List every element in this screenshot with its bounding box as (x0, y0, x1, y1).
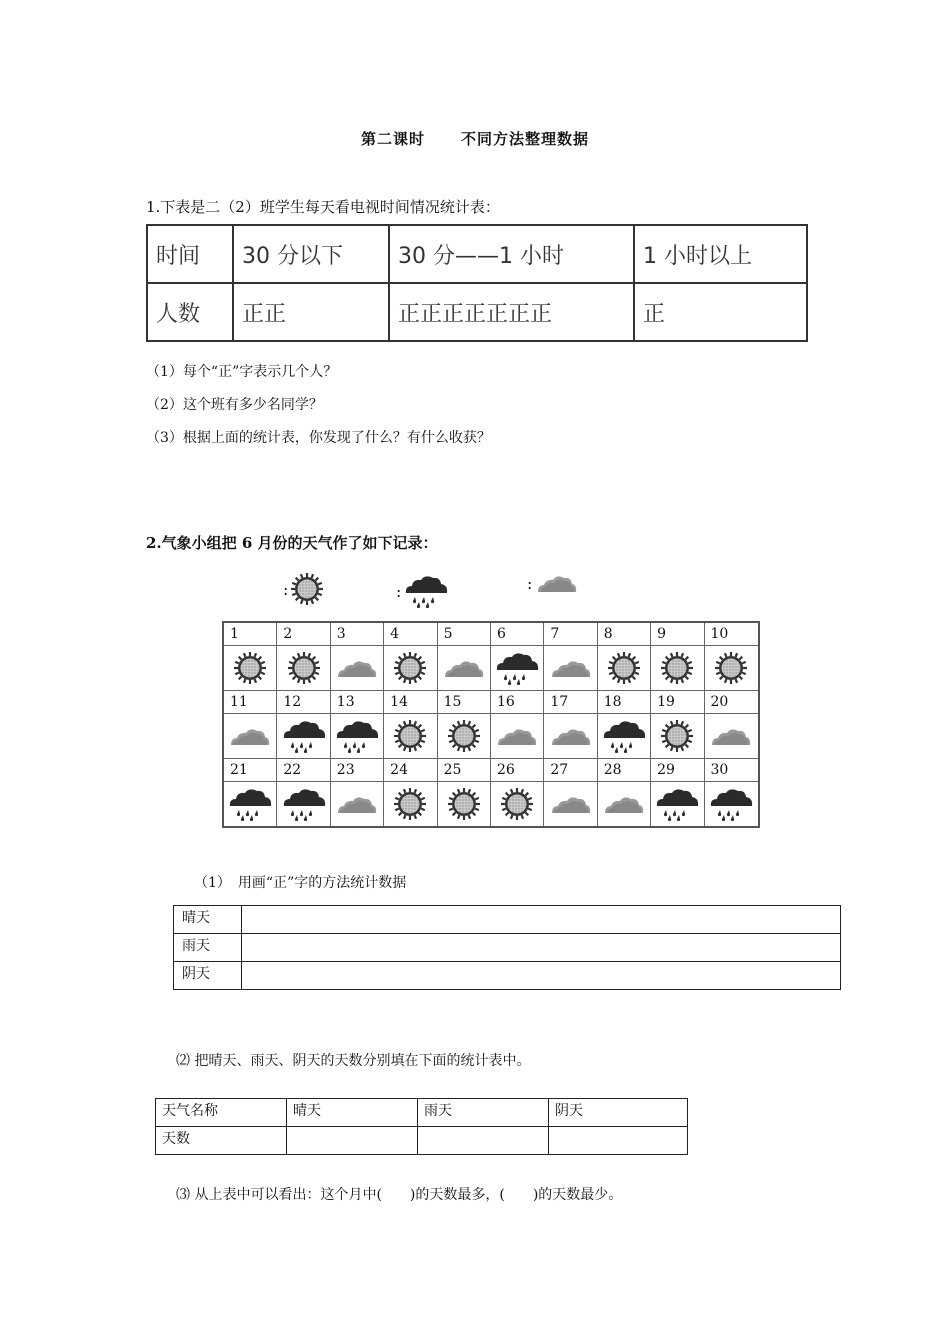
table-row (156, 1127, 688, 1155)
question-2-sub-1: （1） 用画“正”字的方法统计数据 (194, 875, 407, 891)
table-cell: 时间 (147, 225, 233, 283)
calendar-weather-row (224, 646, 758, 691)
rain-cloud-icon (598, 714, 651, 758)
rain-cloud-icon (277, 714, 330, 758)
sun-icon (598, 646, 651, 690)
table-cell: 人数 (147, 283, 233, 341)
calendar-date: 15 (438, 691, 491, 713)
tally-input-cell[interactable] (242, 906, 841, 934)
calendar-date: 5 (438, 623, 491, 645)
cloudy-icon (536, 572, 578, 594)
table-row (156, 1099, 688, 1127)
cloudy-icon (331, 782, 384, 826)
count-input-cell[interactable] (549, 1127, 688, 1155)
sun-icon (224, 646, 277, 690)
rain-cloud-icon (491, 646, 544, 690)
calendar-date: 7 (544, 623, 597, 645)
rain-cloud-icon (224, 782, 277, 826)
calendar-date: 25 (438, 759, 491, 781)
cloudy-icon (438, 646, 491, 690)
calendar-date: 10 (710, 626, 729, 642)
page-title (0, 128, 950, 149)
rain-cloud-icon (331, 714, 384, 758)
count-table (155, 1098, 688, 1155)
calendar-date: 19 (651, 691, 704, 713)
table-cell: 天气名称 (156, 1099, 287, 1127)
legend-mark: : (527, 573, 533, 593)
table-cell: 30 分以下 (233, 225, 389, 283)
table-cell: 正正 (233, 283, 389, 341)
calendar-date: 20 (710, 694, 729, 710)
count-input-cell[interactable] (287, 1127, 418, 1155)
calendar-date: 8 (598, 623, 651, 645)
calendar-date: 30 (710, 762, 729, 778)
question-1-sub-2: （2）这个班有多少名同学？ (146, 397, 323, 413)
sun-icon (705, 646, 758, 690)
table-cell: 正正正正正正正 (389, 283, 634, 341)
question-2-prompt: 2.气象小组把 6 月份的天气作了如下记录： (146, 534, 438, 552)
calendar-date: 18 (598, 691, 651, 713)
table-cell: 阴天 (174, 962, 242, 990)
calendar-date-row (224, 759, 758, 782)
calendar-date: 24 (384, 759, 437, 781)
cloudy-icon (224, 714, 277, 758)
cloudy-icon (544, 782, 597, 826)
table-cell: 雨天 (174, 934, 242, 962)
table-row (147, 225, 807, 283)
tv-time-table (146, 224, 808, 342)
sun-icon (491, 782, 544, 826)
table-cell: 阴天 (549, 1099, 688, 1127)
calendar-date-row (224, 691, 758, 714)
question-1-sub-3: （3）根据上面的统计表，你发现了什么？有什么收获？ (146, 430, 491, 446)
sun-icon (384, 646, 437, 690)
calendar-date: 4 (384, 623, 437, 645)
table-cell: 正 (634, 283, 807, 341)
table-cell: 雨天 (418, 1099, 549, 1127)
cloudy-icon (705, 714, 758, 758)
lesson-topic: 不同方法整理数据 (461, 130, 590, 148)
calendar-date: 21 (224, 759, 277, 781)
table-cell: 30 分——1 小时 (389, 225, 634, 283)
sun-icon (384, 714, 437, 758)
legend-mark: : (396, 581, 402, 601)
table-cell: 晴天 (287, 1099, 418, 1127)
table-row (174, 934, 841, 962)
calendar-date-row (224, 623, 758, 646)
calendar-date: 26 (491, 759, 544, 781)
calendar-weather-row (224, 714, 758, 759)
sun-icon (277, 646, 330, 690)
lesson-number: 第二课时 (360, 130, 425, 148)
calendar-weather-row (224, 782, 758, 826)
calendar-date: 6 (491, 623, 544, 645)
calendar-date: 1 (224, 623, 277, 645)
legend-mark: : (283, 579, 289, 599)
calendar-date: 2 (277, 623, 330, 645)
count-input-cell[interactable] (418, 1127, 549, 1155)
question-1-prompt: 1.下表是二（2）班学生每天看电视时间情况统计表： (146, 198, 500, 216)
calendar-date: 27 (544, 759, 597, 781)
table-row (147, 283, 807, 341)
rain-cloud-icon (277, 782, 330, 826)
sun-icon (438, 782, 491, 826)
rain-cloud-icon (651, 782, 704, 826)
calendar-date: 12 (277, 691, 330, 713)
calendar-date: 13 (331, 691, 384, 713)
rain-cloud-icon (403, 574, 449, 608)
legend-sun (283, 572, 324, 606)
legend-rain (396, 574, 449, 608)
table-row (174, 962, 841, 990)
sun-icon (438, 714, 491, 758)
sun-icon (384, 782, 437, 826)
calendar-date: 28 (598, 759, 651, 781)
tally-input-cell[interactable] (242, 934, 841, 962)
cloudy-icon (331, 646, 384, 690)
table-cell: 天数 (156, 1127, 287, 1155)
calendar-date: 11 (224, 691, 277, 713)
cloudy-icon (544, 646, 597, 690)
calendar-date: 23 (331, 759, 384, 781)
question-2-sub-2: ⑵ 把晴天、雨天、阴天的天数分别填在下面的统计表中。 (176, 1053, 531, 1069)
cloudy-icon (491, 714, 544, 758)
tally-table (173, 905, 841, 990)
rain-cloud-icon (705, 782, 758, 826)
calendar-date: 29 (651, 759, 704, 781)
table-cell: 晴天 (174, 906, 242, 934)
table-row (174, 906, 841, 934)
cloudy-icon (544, 714, 597, 758)
calendar-date: 16 (491, 691, 544, 713)
calendar-date: 9 (651, 623, 704, 645)
legend-cloudy (527, 572, 578, 594)
weather-calendar (222, 621, 760, 828)
question-1-sub-1: （1）每个“正”字表示几个人？ (146, 364, 338, 380)
question-2-sub-3: ⑶ 从上表中可以看出：这个月中( )的天数最多，( )的天数最少。 (176, 1187, 623, 1203)
calendar-date: 14 (384, 691, 437, 713)
cloudy-icon (598, 782, 651, 826)
sun-icon (290, 572, 324, 606)
calendar-date: 3 (331, 623, 384, 645)
sun-icon (651, 646, 704, 690)
calendar-date: 22 (277, 759, 330, 781)
tally-input-cell[interactable] (242, 962, 841, 990)
sun-icon (651, 714, 704, 758)
calendar-date: 17 (544, 691, 597, 713)
table-cell: 1 小时以上 (634, 225, 807, 283)
